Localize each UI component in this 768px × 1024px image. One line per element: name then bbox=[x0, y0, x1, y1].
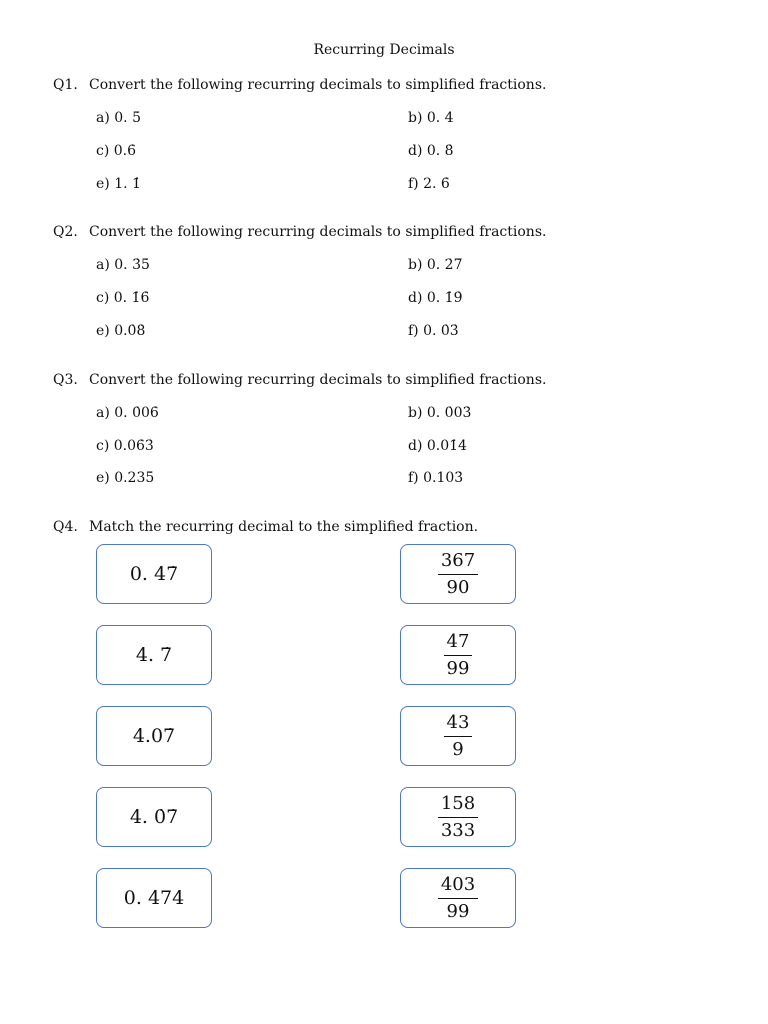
decimal-value: 4. 0̇7̇ bbox=[129, 806, 179, 828]
q3-item-e: e) 0.235̇ bbox=[96, 470, 155, 486]
decimal-card[interactable] bbox=[96, 706, 212, 766]
fraction-numerator: 43 bbox=[444, 712, 473, 737]
fraction-card[interactable] bbox=[400, 787, 516, 847]
question-4-text: Match the recurring decimal to the simplified fraction. bbox=[89, 519, 479, 535]
q1-item-f: f) 2. 6̇ bbox=[408, 176, 450, 192]
fraction bbox=[438, 793, 478, 842]
question-3-number: Q3. bbox=[53, 372, 78, 388]
q2-item-f: f) 0. 0̇3̇ bbox=[408, 323, 459, 339]
q3-item-f: f) 0.103̇ bbox=[408, 470, 464, 486]
decimal-value: 0. 4̇74̇ bbox=[123, 887, 185, 909]
fraction-denominator: 333 bbox=[440, 819, 476, 841]
fraction-numerator: 47 bbox=[444, 631, 473, 656]
fraction-denominator: 9 bbox=[452, 738, 464, 760]
q3-item-c: c) 0.06̇3̇ bbox=[96, 438, 154, 454]
question-2-text: Convert the following recurring decimals to simplified fractions. bbox=[89, 224, 547, 240]
question-1-heading bbox=[53, 77, 546, 93]
decimal-value: 0. 4̇7̇ bbox=[129, 563, 179, 585]
fraction-card[interactable] bbox=[400, 544, 516, 604]
question-3-heading bbox=[53, 372, 546, 388]
q2-item-a: a) 0. 3̇5̇ bbox=[96, 257, 150, 273]
fraction-card[interactable] bbox=[400, 625, 516, 685]
fraction bbox=[438, 550, 478, 599]
q1-item-d: d) 0. 8̇ bbox=[408, 143, 454, 159]
question-4-heading bbox=[53, 519, 478, 535]
q2-item-d: d) 0. 1̇9̇ bbox=[408, 290, 463, 306]
q2-item-b: b) 0. 2̇7̇ bbox=[408, 257, 463, 273]
fraction bbox=[438, 874, 478, 923]
q3-item-d: d) 0.01̇4̇ bbox=[408, 438, 467, 454]
question-1-number: Q1. bbox=[53, 77, 78, 93]
q2-item-c: c) 0. 1̇6̇ bbox=[96, 290, 150, 306]
decimal-card[interactable] bbox=[96, 544, 212, 604]
question-2-number: Q2. bbox=[53, 224, 78, 240]
decimal-card[interactable] bbox=[96, 787, 212, 847]
question-1-text: Convert the following recurring decimals to simplified fractions. bbox=[89, 77, 547, 93]
question-4-number: Q4. bbox=[53, 519, 78, 535]
decimal-value: 4. 7̇ bbox=[135, 644, 173, 666]
decimal-card[interactable] bbox=[96, 868, 212, 928]
q1-item-e: e) 1. 1̇ bbox=[96, 176, 141, 192]
decimal-card[interactable] bbox=[96, 625, 212, 685]
decimal-value: 4.07̇ bbox=[132, 725, 176, 747]
q3-item-a: a) 0. 0̇06̇ bbox=[96, 405, 159, 421]
fraction bbox=[444, 712, 473, 761]
q1-item-c: c) 0.6̇ bbox=[96, 143, 137, 159]
question-2-heading bbox=[53, 224, 546, 240]
fraction-card[interactable] bbox=[400, 706, 516, 766]
fraction-numerator: 158 bbox=[438, 793, 478, 818]
fraction-denominator: 99 bbox=[446, 900, 470, 922]
fraction-numerator: 367 bbox=[438, 550, 478, 575]
question-3-text: Convert the following recurring decimals to simplified fractions. bbox=[89, 372, 547, 388]
q2-item-e: e) 0.0̇8̇ bbox=[96, 323, 146, 339]
fraction bbox=[444, 631, 473, 680]
fraction-numerator: 403 bbox=[438, 874, 478, 899]
fraction-card[interactable] bbox=[400, 868, 516, 928]
q1-item-b: b) 0. 4̇ bbox=[408, 110, 454, 126]
fraction-denominator: 90 bbox=[446, 576, 470, 598]
worksheet-title: Recurring Decimals bbox=[313, 42, 455, 58]
fraction-denominator: 99 bbox=[446, 657, 470, 679]
q3-item-b: b) 0. 0̇03̇ bbox=[408, 405, 472, 421]
q1-item-a: a) 0. 5̇ bbox=[96, 110, 141, 126]
